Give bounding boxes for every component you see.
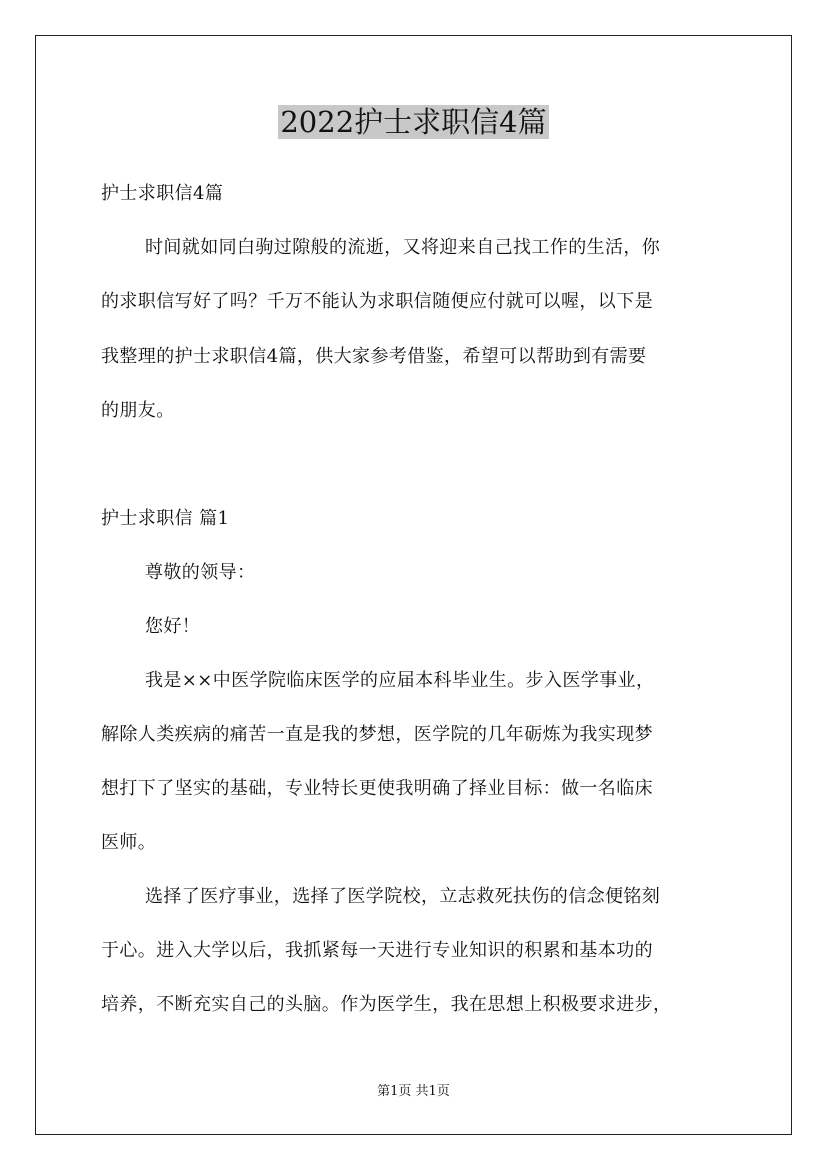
intro-line-3: 我整理的护士求职信4篇，供大家参考借鉴，希望可以帮助到有需要 [101,346,647,367]
page-footer: 第1页 共1页 [377,1084,450,1099]
intro-line-1: 时间就如同白驹过隙般的流逝，又将迎来自己找工作的生活，你 [145,237,661,258]
intro-line-4: 的朋友。 [101,400,175,421]
paragraph1-line-3: 想打下了坚实的基础，专业特长更使我明确了择业目标：做一名临床 [101,778,653,799]
paragraph2-line-3: 培养，不断充实自己的头脑。作为医学生，我在思想上积极要求进步， [101,994,672,1015]
document-title: 2022护士求职信4篇 [280,105,547,139]
paragraph2-line-2: 于心。进入大学以后，我抓紧每一天进行专业知识的积累和基本功的 [101,940,653,961]
intro-line-2: 的求职信写好了吗？千万不能认为求职信随便应付就可以喔，以下是 [101,291,653,312]
greeting: 您好！ [145,616,201,637]
paragraph1-line-4: 医师。 [101,832,157,853]
paragraph1-line-2: 解除人类疾病的痛苦一直是我的梦想，医学院的几年砺炼为我实现梦 [101,724,653,745]
document-subtitle: 护士求职信4篇 [101,183,224,204]
section-heading: 护士求职信 篇1 [101,508,230,529]
paragraph1-line-1: 我是××中医学院临床医学的应届本科毕业生。步入医学事业， [145,670,655,691]
salutation: 尊敬的领导： [145,562,256,583]
paragraph2-line-1: 选择了医疗事业，选择了医学院校，立志救死扶伤的信念便铭刻 [145,886,661,907]
